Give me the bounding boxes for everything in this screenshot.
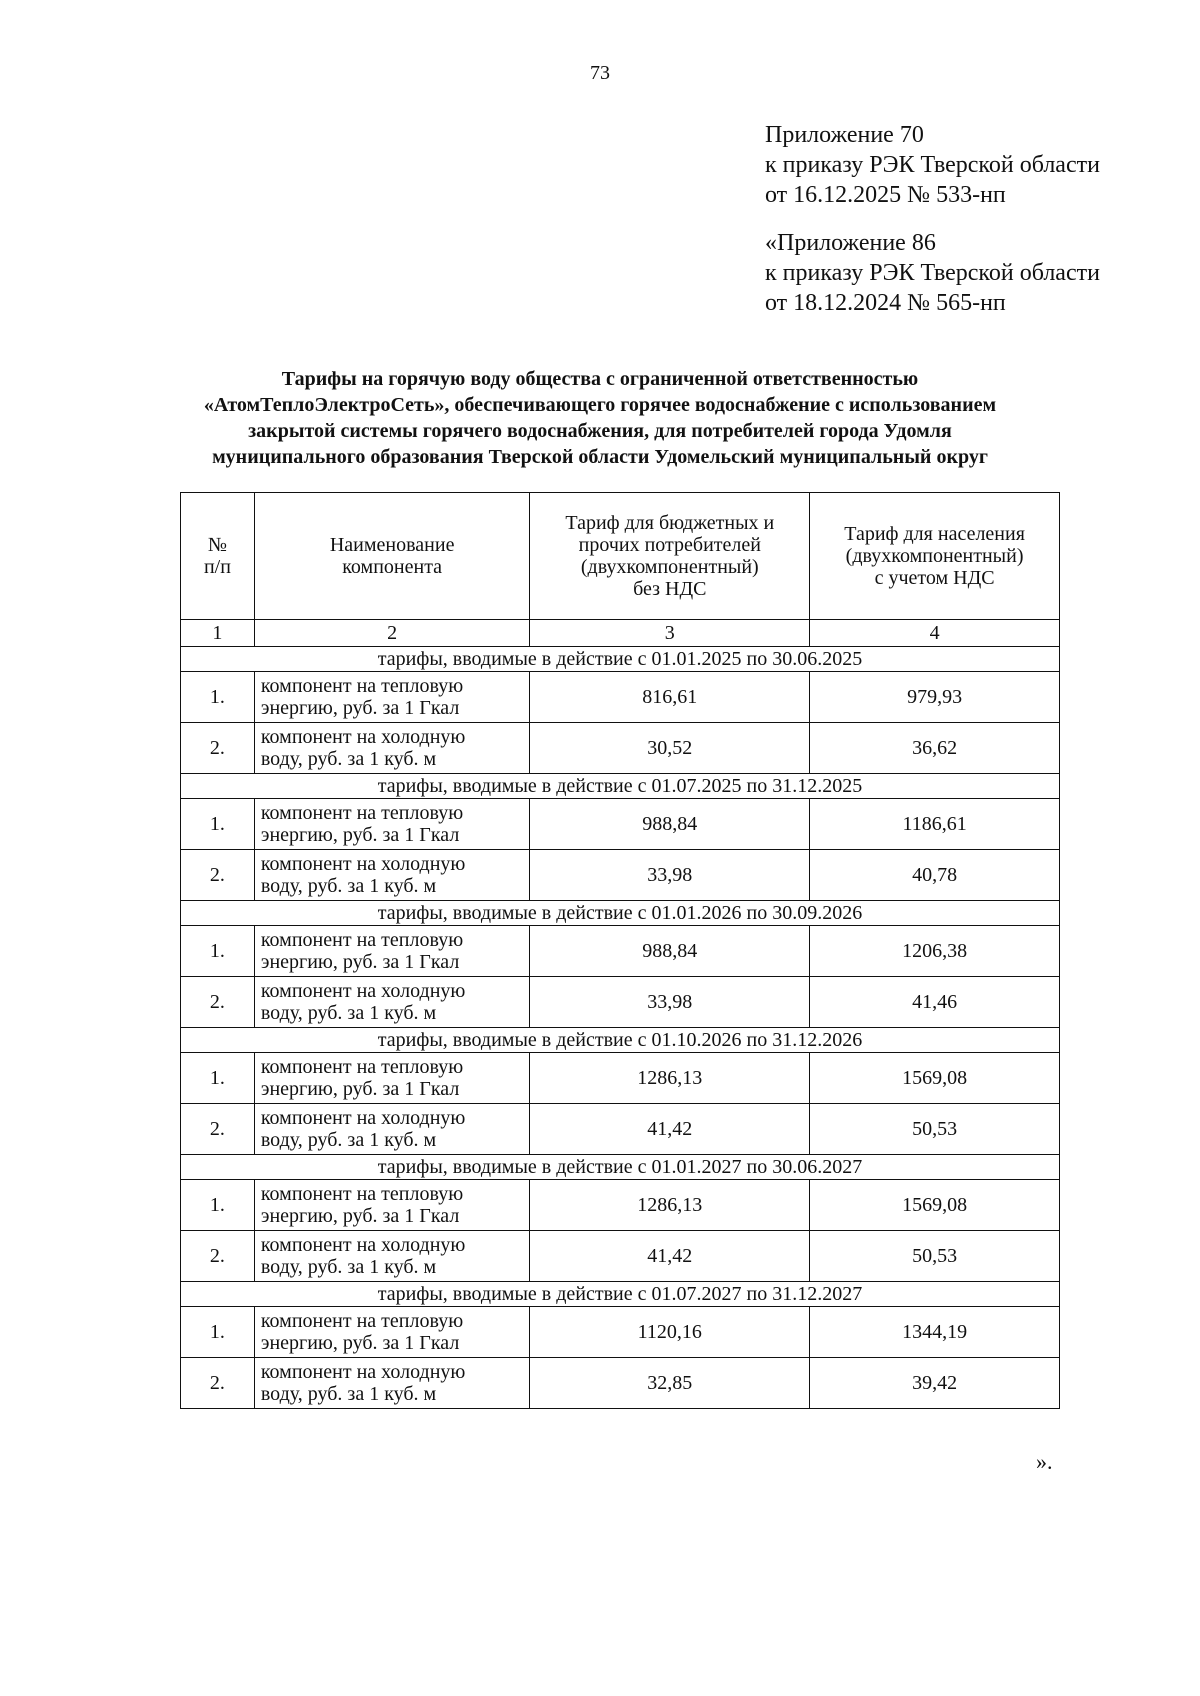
component-name bbox=[254, 977, 530, 1028]
component-name bbox=[254, 1104, 530, 1155]
appendix-current-line-3: от 16.12.2025 № 533-нп bbox=[765, 182, 1006, 208]
appendix-amended-reference bbox=[765, 228, 1100, 318]
component-name-line: компонент на тепловую bbox=[260, 802, 464, 824]
component-name-line: воду, руб. за 1 куб. м bbox=[260, 1383, 437, 1405]
component-name-line: энергию, руб. за 1 Гкал bbox=[260, 824, 460, 846]
table-row bbox=[181, 799, 1060, 850]
table-row bbox=[181, 1104, 1060, 1155]
header-col-population-tariff-line: (двухкомпонентный) bbox=[845, 545, 1024, 567]
population-tariff-value: 41,46 bbox=[810, 977, 1060, 1028]
budget-tariff-value: 816,61 bbox=[530, 672, 810, 723]
component-name-line: компонент на холодную bbox=[260, 1234, 466, 1256]
component-name bbox=[254, 1358, 530, 1409]
column-number: 1 bbox=[181, 620, 255, 647]
budget-tariff-value: 41,42 bbox=[530, 1231, 810, 1282]
component-name bbox=[254, 1307, 530, 1358]
component-name bbox=[254, 1231, 530, 1282]
tariff-table-header bbox=[181, 493, 1060, 647]
budget-tariff-value: 41,42 bbox=[530, 1104, 810, 1155]
component-name bbox=[254, 672, 530, 723]
table-row bbox=[181, 850, 1060, 901]
period-row bbox=[181, 647, 1060, 672]
component-name-line: компонент на холодную bbox=[260, 726, 466, 748]
component-name-line: компонент на тепловую bbox=[260, 1310, 464, 1332]
column-number: 4 bbox=[810, 620, 1060, 647]
period-row bbox=[181, 1282, 1060, 1307]
table-row bbox=[181, 977, 1060, 1028]
period-label: тарифы, вводимые в действие с 01.01.2026 по 30.09.2026 bbox=[181, 901, 1060, 926]
component-name-line: воду, руб. за 1 куб. м bbox=[260, 748, 437, 770]
budget-tariff-value: 988,84 bbox=[530, 926, 810, 977]
header-col-population-tariff bbox=[810, 493, 1060, 620]
title-line-3: закрытой системы горячего водоснабжения, для потребителей города Удомля bbox=[248, 420, 952, 442]
component-name-line: энергию, руб. за 1 Гкал bbox=[260, 697, 460, 719]
period-row bbox=[181, 774, 1060, 799]
population-tariff-value: 1569,08 bbox=[810, 1180, 1060, 1231]
header-col-population-tariff-line: с учетом НДС bbox=[874, 567, 995, 589]
table-row bbox=[181, 1180, 1060, 1231]
population-tariff-value: 1569,08 bbox=[810, 1053, 1060, 1104]
population-tariff-value: 50,53 bbox=[810, 1231, 1060, 1282]
title-line-2: «АтомТеплоЭлектроСеть», обеспечивающего горячее водоснабжение с использованием bbox=[203, 394, 997, 416]
period-label: тарифы, вводимые в действие с 01.01.2025 по 30.06.2025 bbox=[181, 647, 1060, 672]
row-number: 2. bbox=[181, 723, 255, 774]
header-col-budget-tariff-line: прочих потребителей bbox=[578, 534, 761, 556]
table-row bbox=[181, 723, 1060, 774]
population-tariff-value: 1344,19 bbox=[810, 1307, 1060, 1358]
header-col-component-name-line: компонента bbox=[342, 556, 443, 578]
table-row bbox=[181, 1231, 1060, 1282]
row-number: 1. bbox=[181, 926, 255, 977]
component-name-line: компонент на тепловую bbox=[260, 675, 464, 697]
component-name-line: воду, руб. за 1 куб. м bbox=[260, 1002, 437, 1024]
component-name-line: компонент на холодную bbox=[260, 1107, 466, 1129]
component-name-line: энергию, руб. за 1 Гкал bbox=[260, 1078, 460, 1100]
row-number: 2. bbox=[181, 1358, 255, 1409]
component-name-line: компонент на тепловую bbox=[260, 1183, 464, 1205]
tariff-table-body bbox=[181, 647, 1060, 1409]
appendix-amended-line-3: от 18.12.2024 № 565-нп bbox=[765, 290, 1006, 316]
period-row bbox=[181, 1028, 1060, 1053]
header-col-budget-tariff-line: (двухкомпонентный) bbox=[580, 556, 759, 578]
budget-tariff-value: 30,52 bbox=[530, 723, 810, 774]
header-row bbox=[181, 493, 1060, 620]
population-tariff-value: 979,93 bbox=[810, 672, 1060, 723]
row-number: 1. bbox=[181, 1180, 255, 1231]
header-col-number-line: № bbox=[207, 534, 227, 556]
row-number: 2. bbox=[181, 850, 255, 901]
budget-tariff-value: 1120,16 bbox=[530, 1307, 810, 1358]
component-name bbox=[254, 1053, 530, 1104]
document-title bbox=[150, 366, 1050, 470]
component-name-line: компонент на холодную bbox=[260, 980, 466, 1002]
component-name bbox=[254, 926, 530, 977]
component-name-line: воду, руб. за 1 куб. м bbox=[260, 1129, 437, 1151]
header-col-component-name bbox=[254, 493, 530, 620]
component-name-line: компонент на тепловую bbox=[260, 929, 464, 951]
component-name-line: воду, руб. за 1 куб. м bbox=[260, 1256, 437, 1278]
component-name-line: энергию, руб. за 1 Гкал bbox=[260, 951, 460, 973]
component-name-line: компонент на холодную bbox=[260, 853, 466, 875]
component-name-line: компонент на тепловую bbox=[260, 1056, 464, 1078]
row-number: 2. bbox=[181, 977, 255, 1028]
component-name bbox=[254, 850, 530, 901]
component-name-line: воду, руб. за 1 куб. м bbox=[260, 875, 437, 897]
component-name-line: энергию, руб. за 1 Гкал bbox=[260, 1205, 460, 1227]
table-row bbox=[181, 1307, 1060, 1358]
appendix-current-reference bbox=[765, 120, 1100, 210]
budget-tariff-value: 33,98 bbox=[530, 977, 810, 1028]
component-name-line: компонент на холодную bbox=[260, 1361, 466, 1383]
header-col-number-line: п/п bbox=[203, 556, 231, 578]
budget-tariff-value: 32,85 bbox=[530, 1358, 810, 1409]
period-row bbox=[181, 1155, 1060, 1180]
population-tariff-value: 36,62 bbox=[810, 723, 1060, 774]
component-name-line: энергию, руб. за 1 Гкал bbox=[260, 1332, 460, 1354]
row-number: 2. bbox=[181, 1231, 255, 1282]
budget-tariff-value: 1286,13 bbox=[530, 1053, 810, 1104]
population-tariff-value: 39,42 bbox=[810, 1358, 1060, 1409]
table-row bbox=[181, 926, 1060, 977]
appendix-amended-line-2: к приказу РЭК Тверской области bbox=[765, 260, 1100, 286]
column-numbers-row bbox=[181, 620, 1060, 647]
population-tariff-value: 1206,38 bbox=[810, 926, 1060, 977]
appendix-current-line-1: Приложение 70 bbox=[765, 122, 924, 148]
table-row bbox=[181, 1053, 1060, 1104]
table-row bbox=[181, 1358, 1060, 1409]
component-name bbox=[254, 1180, 530, 1231]
row-number: 2. bbox=[181, 1104, 255, 1155]
period-label: тарифы, вводимые в действие с 01.07.2027 по 31.12.2027 bbox=[181, 1282, 1060, 1307]
table-row bbox=[181, 672, 1060, 723]
row-number: 1. bbox=[181, 1307, 255, 1358]
population-tariff-value: 1186,61 bbox=[810, 799, 1060, 850]
period-label: тарифы, вводимые в действие с 01.10.2026 по 31.12.2026 bbox=[181, 1028, 1060, 1053]
header-col-number bbox=[181, 493, 255, 620]
tariff-table bbox=[180, 492, 1060, 1409]
period-row bbox=[181, 901, 1060, 926]
title-line-4: муниципального образования Тверской области Удомельский муниципальный округ bbox=[212, 446, 988, 468]
column-number: 2 bbox=[254, 620, 530, 647]
header-col-budget-tariff bbox=[530, 493, 810, 620]
row-number: 1. bbox=[181, 1053, 255, 1104]
component-name bbox=[254, 799, 530, 850]
column-number: 3 bbox=[530, 620, 810, 647]
population-tariff-value: 50,53 bbox=[810, 1104, 1060, 1155]
appendix-amended-line-1: «Приложение 86 bbox=[765, 230, 936, 256]
row-number: 1. bbox=[181, 672, 255, 723]
appendix-current-line-2: к приказу РЭК Тверской области bbox=[765, 152, 1100, 178]
title-line-1: Тарифы на горячую воду общества с ограниченной ответственностью bbox=[281, 368, 919, 390]
population-tariff-value: 40,78 bbox=[810, 850, 1060, 901]
budget-tariff-value: 1286,13 bbox=[530, 1180, 810, 1231]
component-name bbox=[254, 723, 530, 774]
period-label: тарифы, вводимые в действие с 01.01.2027 по 30.06.2027 bbox=[181, 1155, 1060, 1180]
period-label: тарифы, вводимые в действие с 01.07.2025 по 31.12.2025 bbox=[181, 774, 1060, 799]
row-number: 1. bbox=[181, 799, 255, 850]
budget-tariff-value: 33,98 bbox=[530, 850, 810, 901]
budget-tariff-value: 988,84 bbox=[530, 799, 810, 850]
header-col-budget-tariff-line: Тариф для бюджетных и bbox=[565, 512, 775, 534]
header-col-budget-tariff-line: без НДС bbox=[633, 578, 707, 600]
page-number: 73 bbox=[590, 62, 610, 84]
closing-quote: ». bbox=[1036, 1449, 1053, 1474]
header-col-component-name-line: Наименование bbox=[329, 534, 455, 556]
header-col-population-tariff-line: Тариф для населения bbox=[844, 523, 1025, 545]
